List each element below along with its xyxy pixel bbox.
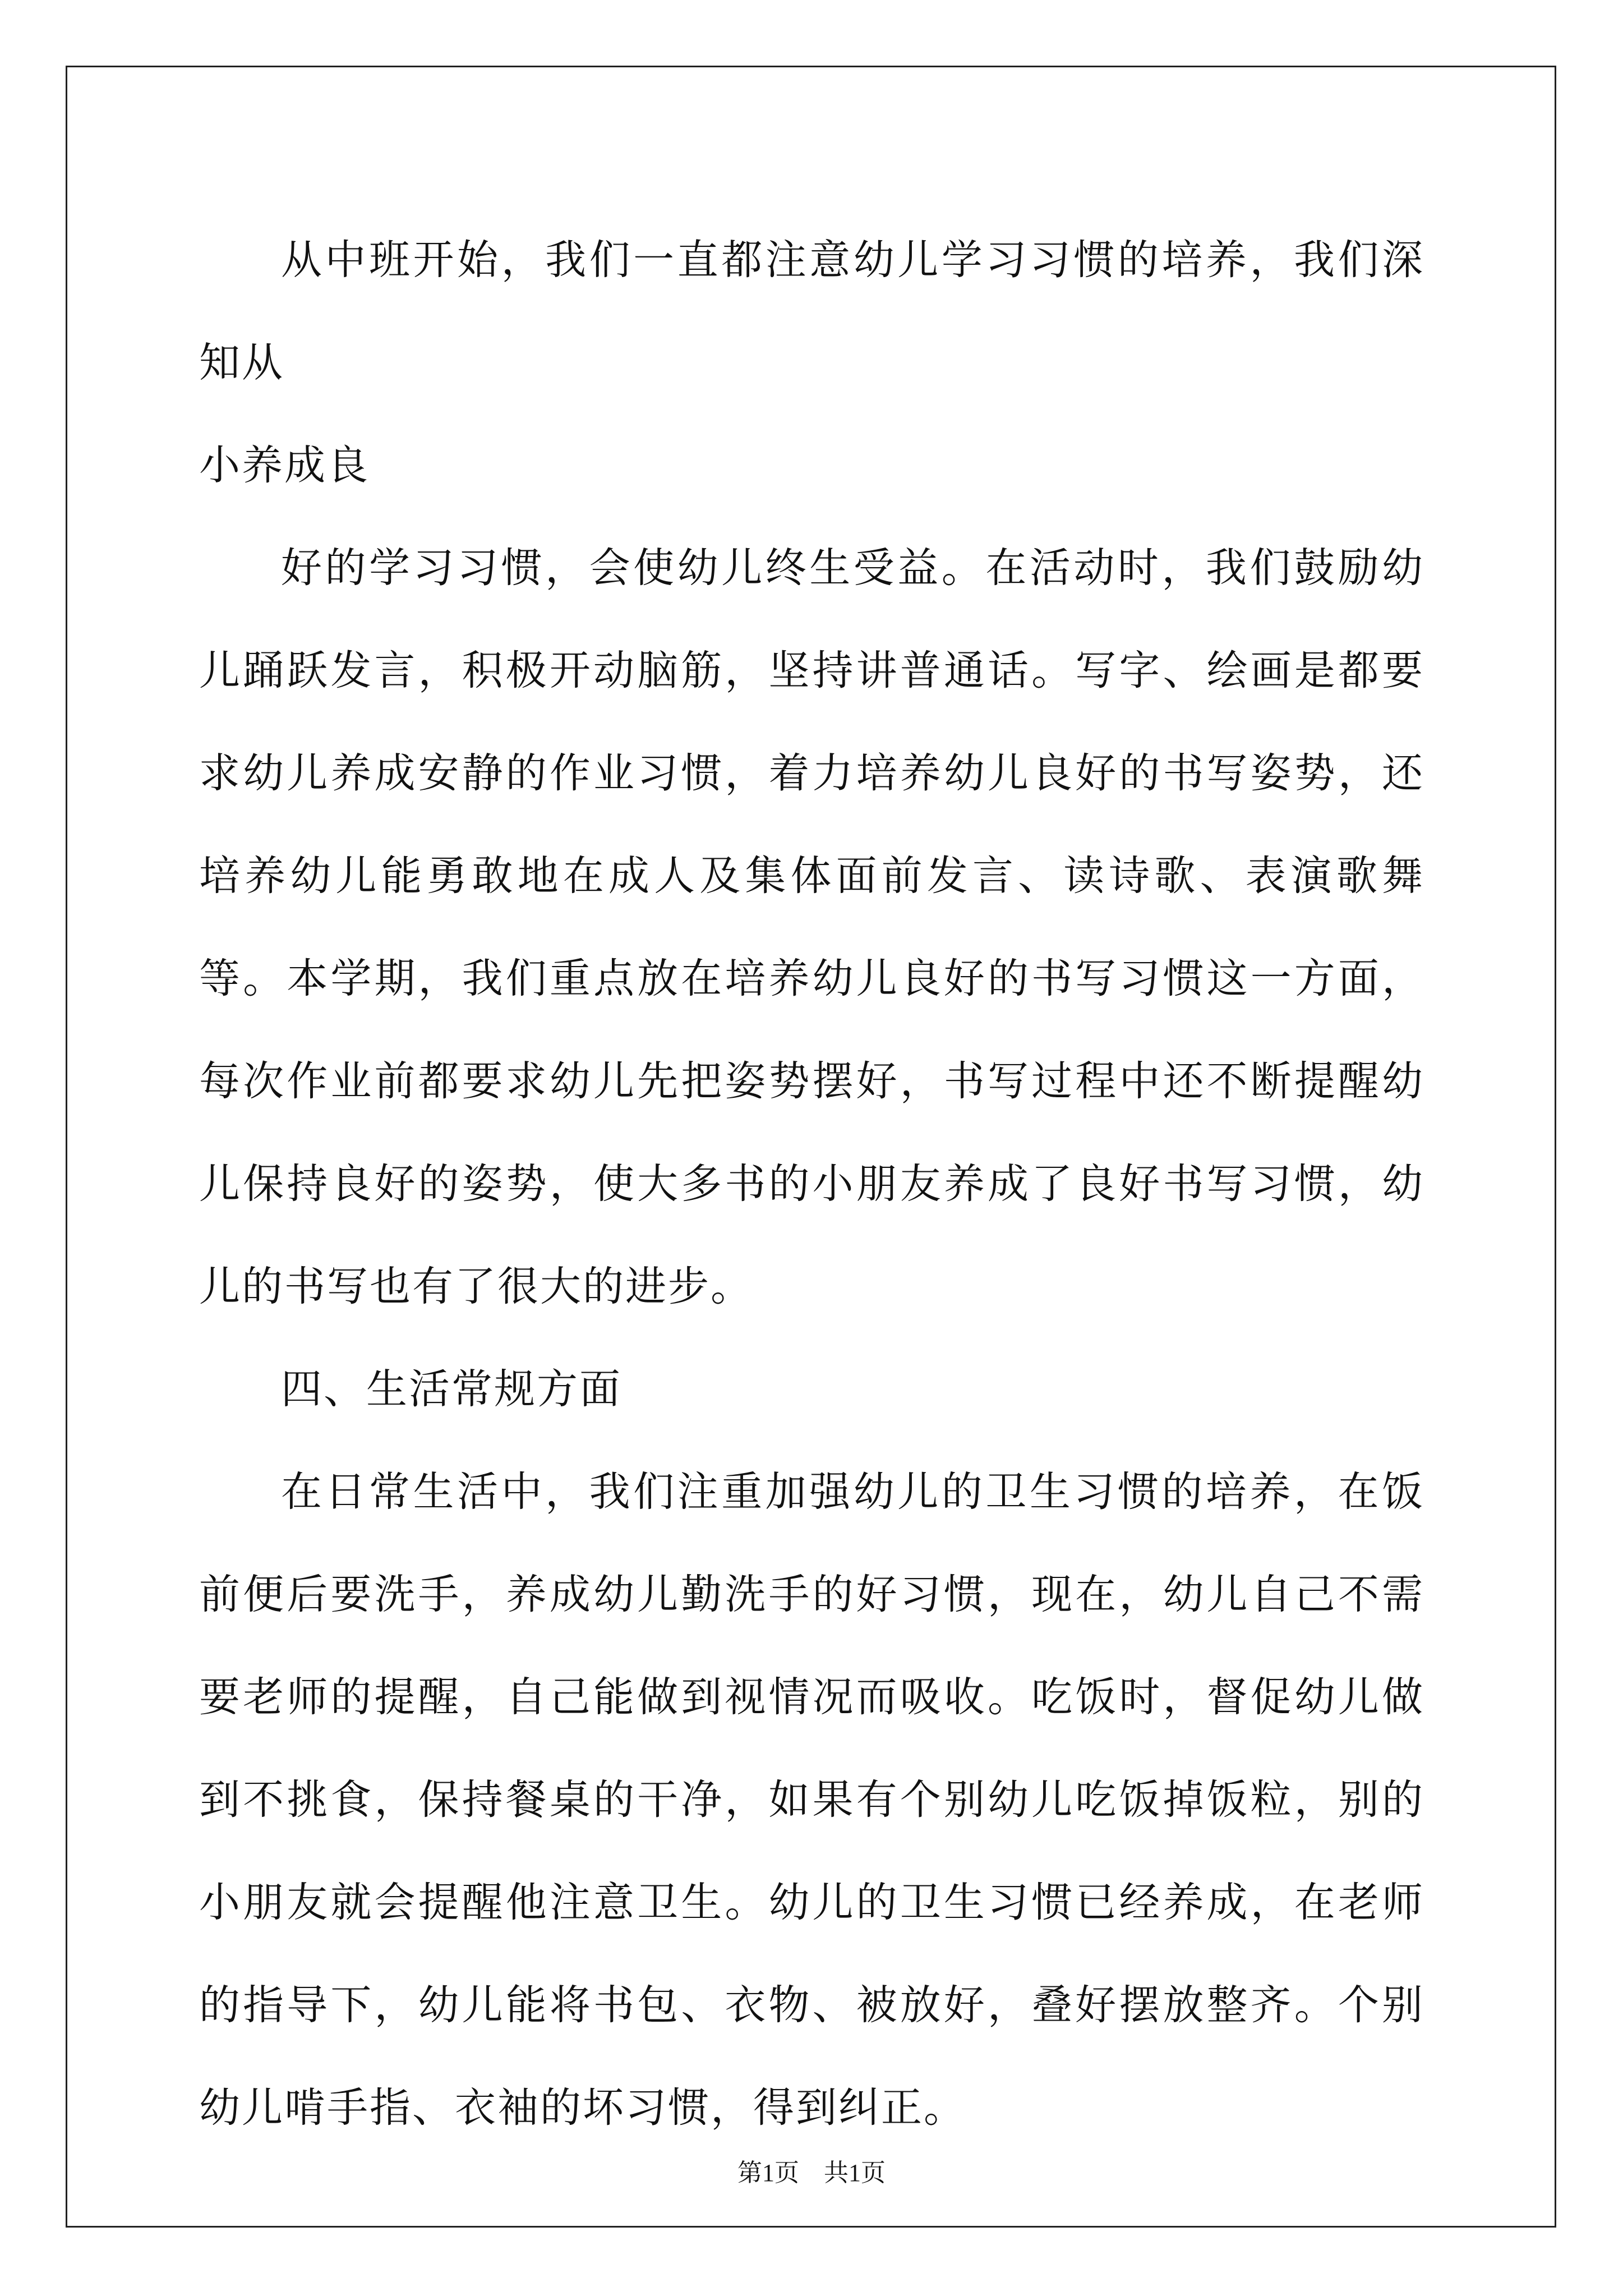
paragraph-study-habits: 好的学习习惯，会使幼儿终生受益。在活动时，我们鼓励幼儿踊跃发言，积极开动脑筋，坚持讲普通话。写字、绘画是都要求幼儿养成安静的作业习惯，着力培养幼儿良好的书写姿势，还培养幼儿能勇敢地在成人及集体面前发言、读诗歌、表演歌舞等。本学期，我们重点放在培养幼儿良好的书写习惯这一方面，每次作业前都要求幼儿先把姿势摆好，书写过程中还不断提醒幼儿保持良好的姿势，使大多书的小朋友养成了良好书写习惯，幼儿的书写也有了很大的进步。 <box>199 544 1424 1310</box>
paragraph-intro: 从中班开始，我们一直都注意幼儿学习习惯的培养，我们深知从 <box>199 236 1424 386</box>
page-number-total: 共1页 <box>824 2159 886 2187</box>
page-footer <box>0 2156 1623 2190</box>
paragraph-intro-continued: 小养成良 <box>199 441 370 489</box>
page-number-current: 第1页 <box>737 2159 799 2187</box>
section-heading-daily-routine: 四、生活常规方面 <box>281 1365 622 1413</box>
document-body <box>199 209 1424 2159</box>
paragraph-hygiene-habits: 在日常生活中，我们注重加强幼儿的卫生习惯的培养，在饭前便后要洗手，养成幼儿勤洗手的好习惯，现在，幼儿自己不需要老师的提醒，自己能做到视情况而吸收。吃饭时，督促幼儿做到不挑食，保持餐桌的干净，如果有个别幼儿吃饭掉饭粒，别的小朋友就会提醒他注意卫生。幼儿的卫生习惯已经养成，在老师的指导下，幼儿能将书包、衣物、被放好，叠好摆放整齐。个别幼儿啃手指、衣袖的坏习惯，得到纠正。 <box>199 1468 1424 2132</box>
